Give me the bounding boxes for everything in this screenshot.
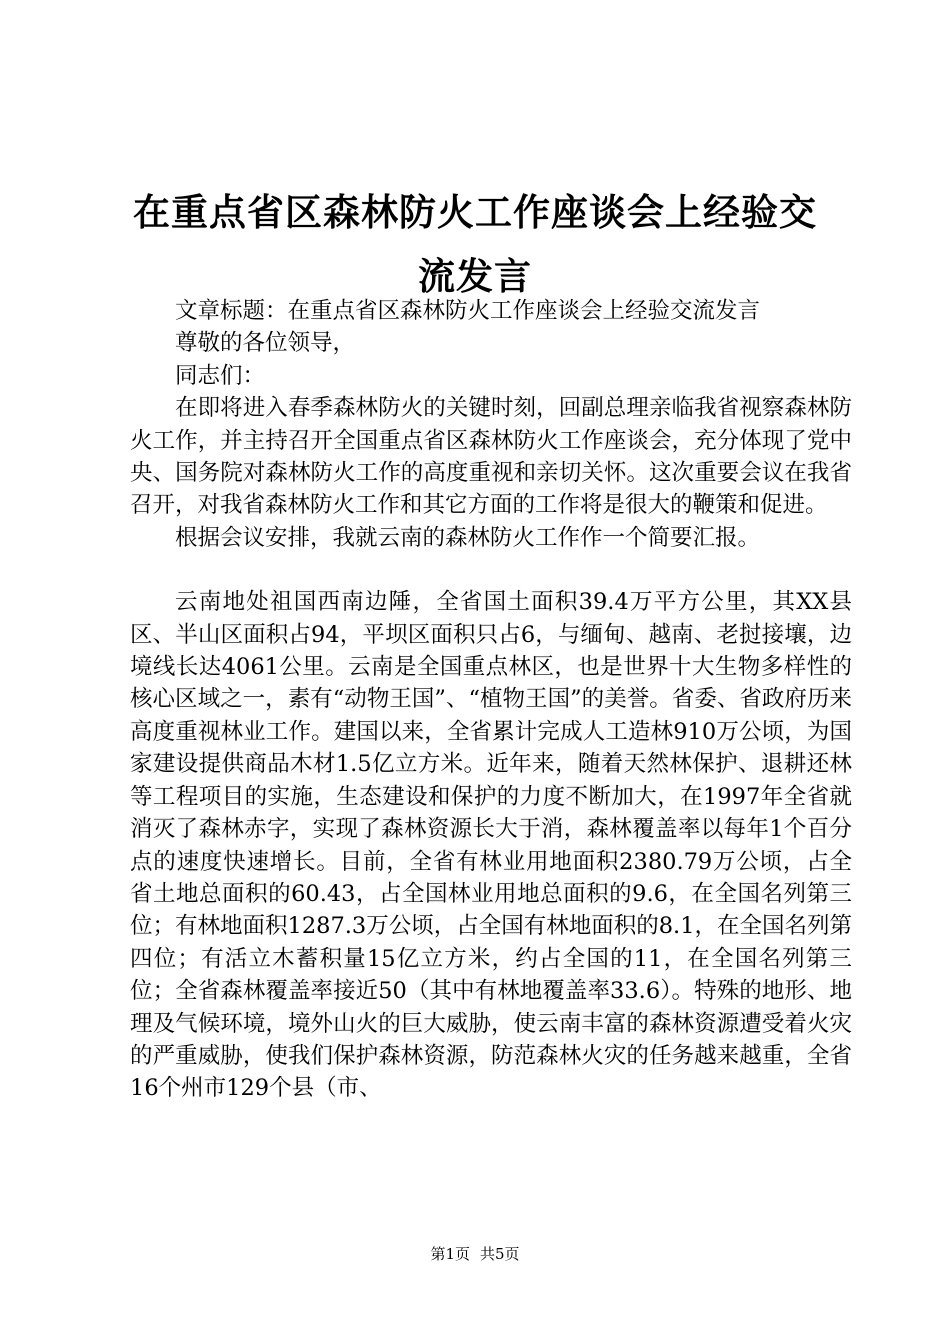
body-paragraph: 根据会议安排，我就云南的森林防火工作作一个简要汇报。 [175,524,761,551]
salutation-leaders: 尊敬的各位领导， [175,330,356,357]
page-footer [0,1244,950,1264]
page-number: 第1页 [430,1245,470,1263]
body-paragraph: 云南地处祖国西南边陲，全省国土面积39.4万平方公里，其XX县区、半山区面积占94，平坝区面积只占6，与缅甸、越南、老挝接壤，边境线长达4061公里。云南是全国重点林区，也是世界十大生物多样性的核心区域之一，素有“动物王国”、“植物王国”的美誉。省委、省政府历来高度重视林业工作。建国以来，全省累计完成人工造林910万公顷，为国家建设提供商品木材1.5亿立方米。近年来，随着天然林保护、退耕还林等工程项目的实施，生态建设和保护的力度不断加大，在1997年全省就消灭了森林赤字，实现了森林资源长大于消，森林覆盖率以每年1个百分点的速度快速增长。目前，全省有林业用地面积2380.79万公顷，占全省土地总面积的60.43，占全国林业用地总面积的9.6，在全国名列第三位；有林地面积1287.3万公顷，占全国有林地面积的8.1，在全国名列第四位；有活立木蓄积量15亿立方米，约占全国的11，在全国名列第三位；全省森林覆盖率接近50（其中有林地覆盖率33.6）。特殊的地形、地理及气候环境，境外山火的巨大威胁，使云南丰富的森林资源遭受着火灾的严重威胁，使我们保护森林资源，防范森林火灾的任务越来越重，全省16个州市129个县（市、 [130,589,853,1102]
body-paragraph: 在即将进入春季森林防火的关键时刻，回副总理亲临我省视察森林防火工作，并主持召开全国重点省区森林防火工作座谈会，充分体现了党中央、国务院对森林防火工作的高度重视和亲切关怀。这次重要会议在我省召开，对我省森林防火工作和其它方面的工作将是很大的鞭策和促进。 [130,395,852,519]
document-body [130,295,852,1105]
page-total: 共5页 [480,1245,520,1263]
salutation-comrades: 同志们： [175,362,266,389]
document-title: 在重点省区森林防火工作座谈会上经验交流发言 [133,190,817,298]
article-title-line: 文章标题：在重点省区森林防火工作座谈会上经验交流发言 [175,298,761,324]
paragraph-spacer [130,554,852,586]
